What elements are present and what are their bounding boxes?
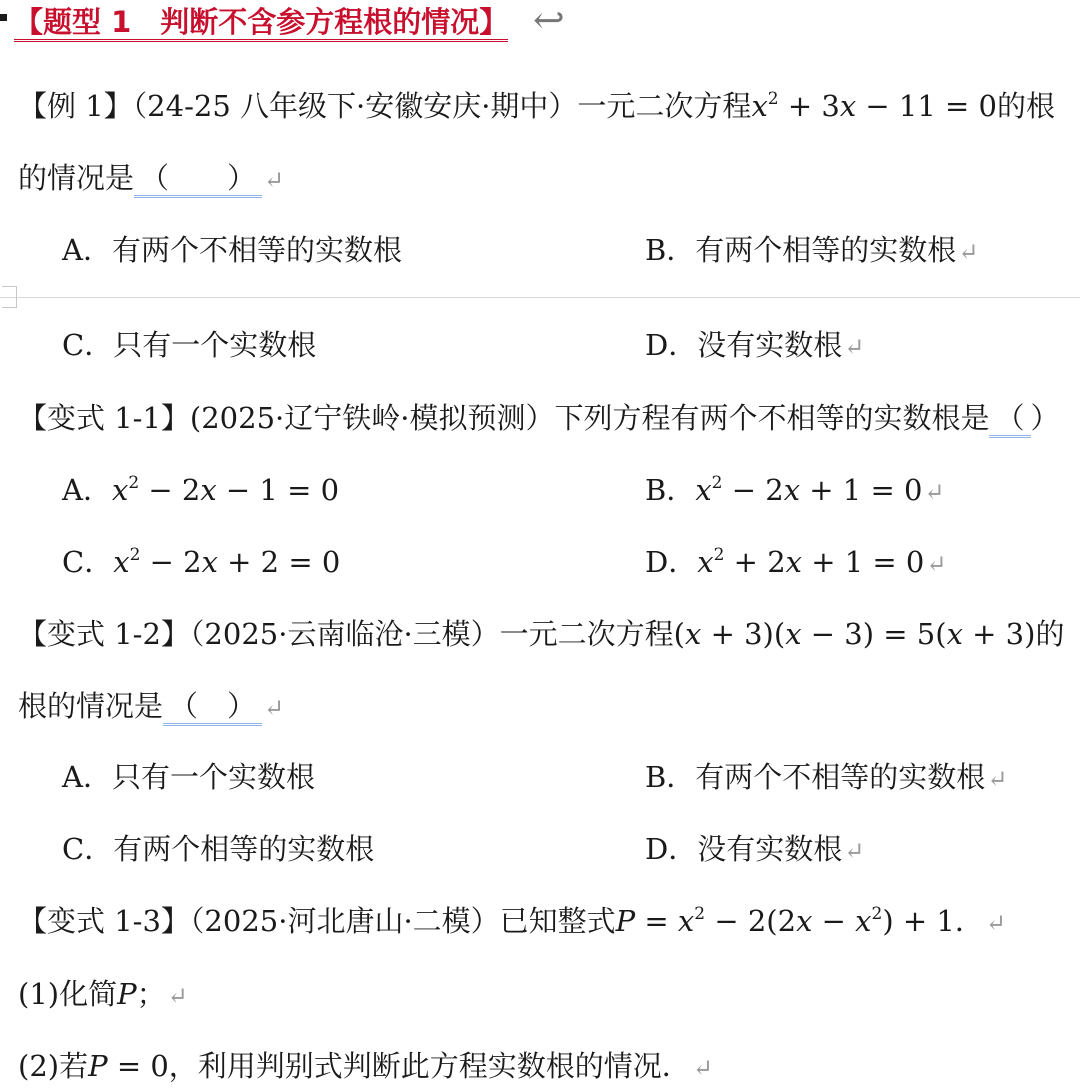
option-text: A．有两个不相等的实数根	[62, 233, 402, 267]
variant13-lead: 【变式 1-3】（2025·河北唐山·二模）已知整式	[18, 904, 616, 938]
paragraph-mark-icon: ↵	[264, 694, 285, 722]
variant12-lead: 【变式 1-2】（2025·云南临沧·三模）一元二次方程	[18, 617, 674, 651]
example1-equation: $x^2 + 3x - 11 = 0$	[751, 89, 997, 123]
section-heading	[14, 2, 508, 42]
option-text: B．有两个相等的实数根	[645, 233, 957, 267]
example1-line2	[18, 158, 284, 200]
example1-option-d	[645, 325, 864, 367]
paragraph-mark-icon: ↵	[985, 909, 1006, 937]
return-arrow-icon: ↩	[533, 0, 565, 42]
variant11-line1	[18, 398, 1060, 438]
paragraph-mark-icon: ↵	[958, 238, 979, 266]
variant13-part1	[18, 974, 188, 1016]
example1-lead: 【例 1】（24-25 八年级下·安徽安庆·期中）一元二次方程	[18, 89, 752, 123]
heading-marker	[0, 14, 7, 21]
variant13-line1	[18, 901, 1006, 943]
option-text: B．有两个不相等的实数根	[645, 760, 986, 794]
paragraph-mark-icon: ↵	[167, 982, 188, 1010]
part1-suffix: ；	[136, 977, 166, 1011]
option-text: A．只有一个实数根	[62, 760, 315, 794]
variant11-close: ）	[1030, 401, 1060, 435]
variant11-option-d	[645, 542, 946, 584]
variant13-part2	[18, 1046, 713, 1088]
option-equation: $x^2 + 2x + 1 = 0$	[697, 545, 925, 579]
variant12-line1	[18, 614, 1064, 654]
variant11-option-a	[62, 470, 339, 510]
answer-blank[interactable]: （ ）	[134, 161, 262, 198]
variant13-tail: ．	[954, 904, 984, 938]
variant13-equation: $P = x^2 - 2(2x - x^2) + 1$	[615, 904, 955, 938]
page-divider	[0, 297, 1080, 298]
option-letter: C．	[62, 545, 114, 579]
variant12-equation: (x + 3)(x − 3) = 5(x + 3)	[673, 617, 1036, 651]
variant11-lead: 【变式 1-1】(2025·辽宁铁岭·模拟预测）下列方程有两个不相等的实数根是	[18, 401, 990, 435]
example1-option-a	[62, 230, 402, 270]
paragraph-mark-icon: ↵	[692, 1054, 713, 1082]
option-equation: $x^2 - 2x - 1 = 0$	[111, 473, 340, 507]
option-equation: $x^2 - 2x + 2 = 0$	[113, 545, 341, 579]
paragraph-mark-icon: ↵	[264, 166, 285, 194]
example1-option-c	[62, 325, 316, 365]
variant11-option-b	[645, 470, 945, 512]
part1-prefix: (1)化简	[18, 977, 118, 1011]
option-equation: $x^2 - 2x + 1 = 0$	[695, 473, 923, 507]
part2-suffix: ，利用判别式判断此方程实数根的情况．	[168, 1049, 691, 1083]
variant12-option-b	[645, 757, 1007, 799]
answer-blank[interactable]: （ ）	[163, 689, 262, 726]
heading-text: 【题型 1 判断不含参方程根的情况】	[14, 5, 508, 42]
paragraph-mark-icon: ↵	[844, 837, 865, 865]
paragraph-mark-icon: ↵	[844, 333, 865, 361]
example1-line2-text: 的情况是	[18, 161, 135, 195]
paragraph-mark-icon: ↵	[924, 478, 945, 506]
variant12-tail: 的	[1035, 617, 1065, 651]
option-letter: D．	[645, 545, 698, 579]
part1-variable: P	[117, 977, 137, 1011]
paragraph-mark-icon: ↵	[926, 550, 947, 578]
answer-blank[interactable]: （	[989, 401, 1030, 438]
option-text: C．只有一个实数根	[62, 328, 317, 362]
option-text: D．没有实数根	[645, 328, 843, 362]
example1-line1	[18, 86, 1055, 126]
example1-option-b	[645, 230, 978, 272]
option-text: C．有两个相等的实数根	[62, 832, 375, 866]
part2-prefix: (2)若	[18, 1049, 89, 1083]
variant12-line2-text: 根的情况是	[18, 689, 164, 723]
option-text: D．没有实数根	[645, 832, 843, 866]
variant12-option-a	[62, 757, 315, 797]
variant12-option-d	[645, 829, 864, 871]
variant12-option-c	[62, 829, 374, 869]
page-corner-mark	[2, 286, 17, 308]
example1-tail: 的根	[997, 89, 1056, 123]
option-letter: A．	[62, 473, 112, 507]
option-letter: B．	[645, 473, 696, 507]
paragraph-mark-icon: ↵	[987, 765, 1008, 793]
variant11-option-c	[62, 542, 340, 582]
variant12-line2	[18, 686, 284, 728]
part2-equation: P = 0	[88, 1049, 169, 1083]
